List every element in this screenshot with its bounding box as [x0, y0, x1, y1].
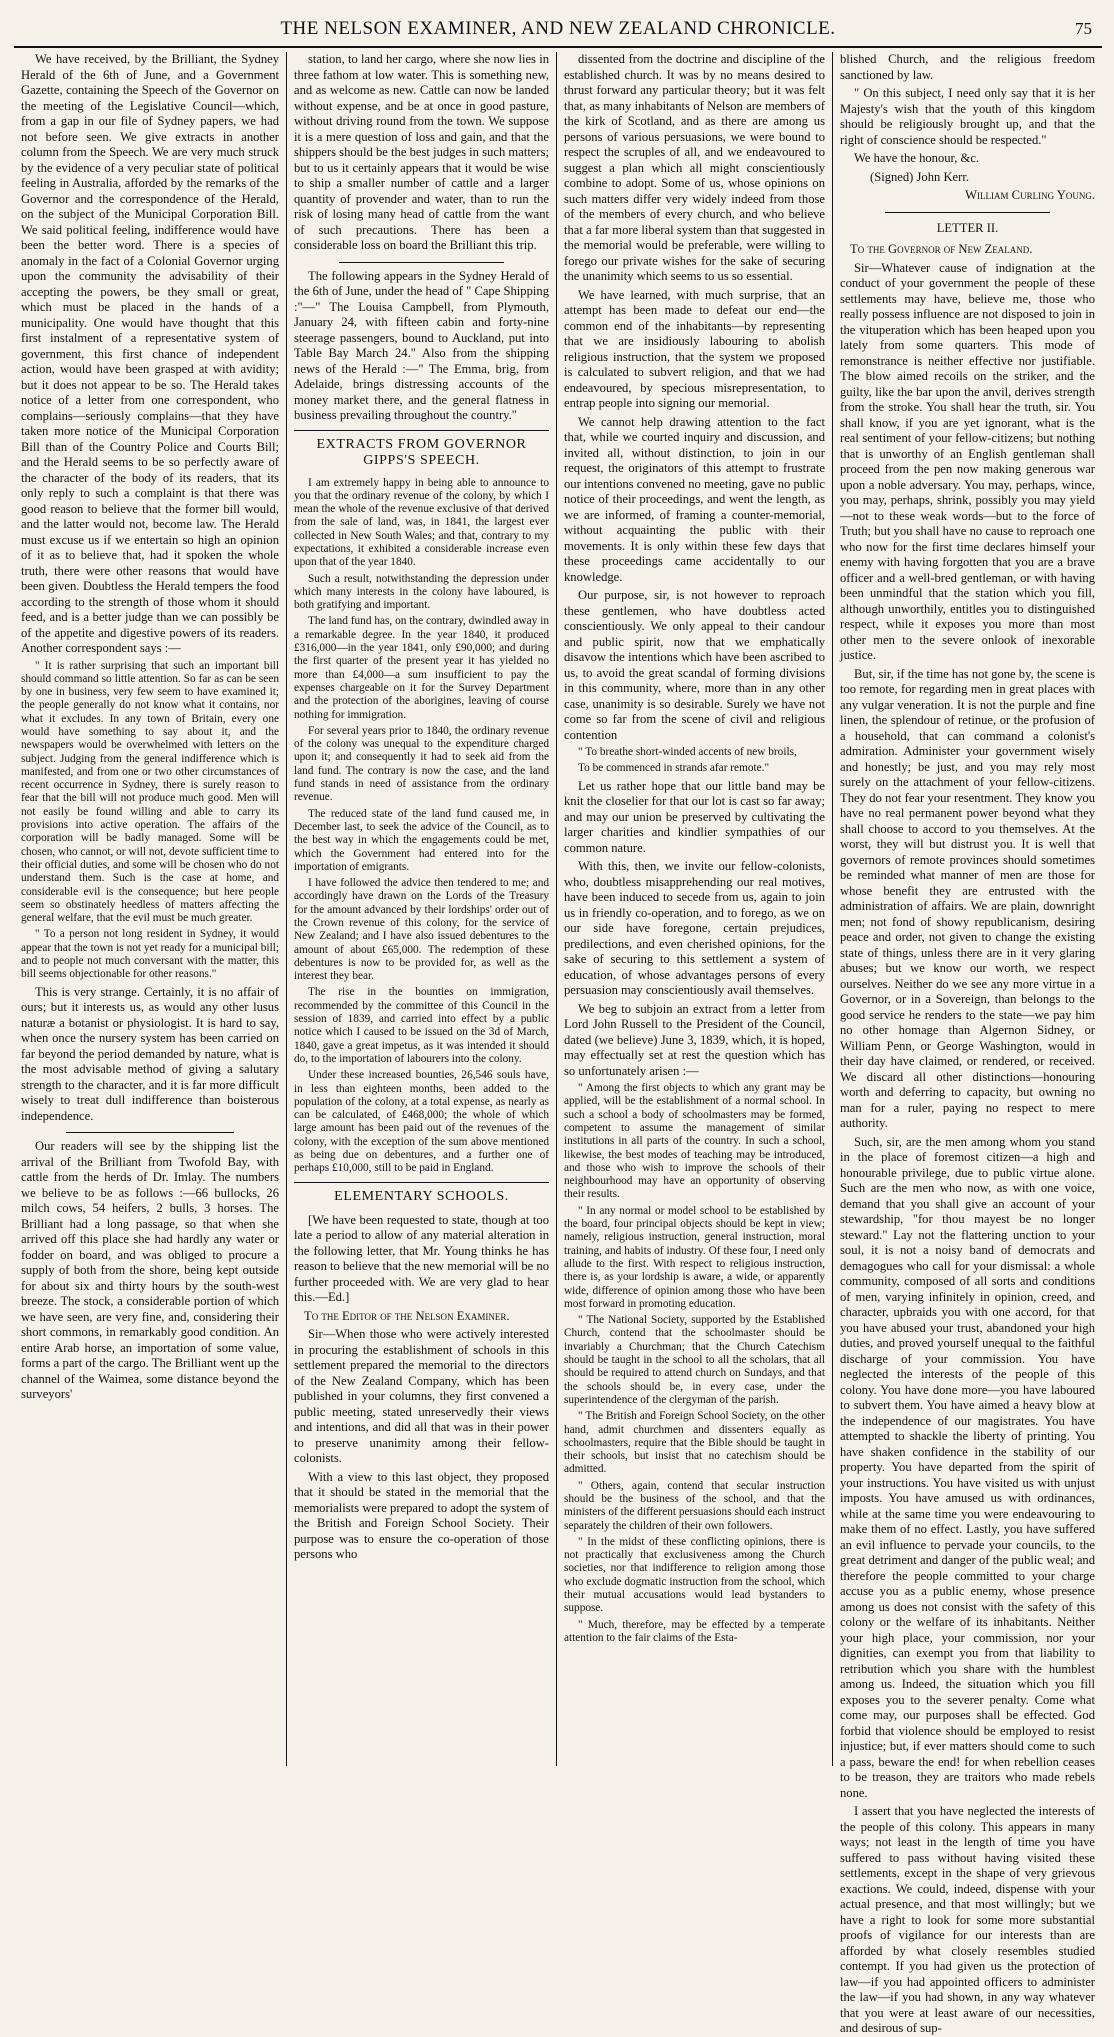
letter-paragraph: Sir—When those who were actively interested in procuring the establishment of schools in this settlement prepared the memorial to the directors of the New Zealand Company, which has been published in your columns, they first convened a public meeting, stated unreservedly their views and intentions, and did all that was in their power to preserve unanimity among their fellow-colonists. — [294, 1327, 549, 1466]
columns — [14, 52, 1102, 2035]
brilliant-article: Our readers will see by the shipping list the arrival of the Brilliant from Twofold Bay, with cattle from the herds of Dr. Imlay. The numbers we believe to be as follows :—66 bullocks, 26 milch cows, 54 heifers, 2 bulls, 3 horses. The Brilliant had a long passage, so that when she arrived off this place she had hardly any water or fodder on board, and was obliged to procure a supply of both from the shore, being kept outside for about six and thirty hours by the south-west breeze. The stock, a considerable portion of which we have seen, are very fine, and, considering their short commons, in remarkably good condition. An entire Arab horse, an importation of some value, forms a part of the cargo. The Brilliant went up the channel of the Waimea, some distance beyond the surveyors' — [21, 1139, 279, 1402]
brilliant-article-cont: station, to land her cargo, where she now lies in three fathom at low water. This is something new, and as welcome as new. Cattle can now be landed without expense, and be at once in good pasture, without driving round from the town. We suppose it is a mere question of loss and gain, and that the shippers should be the best judges in such matters; but to us it certainly appears that it would be wise to ship a smaller number of cattle and a larger quantity of provender and water, than to run the risk of losing many head of cattle from the want of such precautions. There has been a considerable loss on board the Brilliant this trip. — [294, 52, 549, 252]
letter-closing: We have the honour, &c. — [854, 151, 980, 165]
letter-paragraph: With this, then, we invite our fellow-colonists, who, doubtless misapprehending our real motives, have been induced to secede from us, again to join us in friendly co-operation, and to forego, as we on our side have foregone, certain prejudices, predilections, and even cherished opinions, for the sake of securing to this settlement a system of education, of whose advantages persons of every persuasion may conscientiously avail themselves. — [564, 859, 825, 998]
speech-paragraph: The reduced state of the land fund caused me, in December last, to seek the advice of the Council, as to the best way in which the engagements could be met, which the Government had entered into for the importation of emigrants. — [294, 807, 549, 873]
speech-paragraph: I am extremely happy in being able to announce to you that the ordinary revenue of the colony, by which I mean the whole of the revenue exclusive of that derived from the sale of land, was, in 1841, the largest ever collected in New South Wales; and that, contrary to my expectations, it exhibited a considerable increase even upon that of the year 1840. — [294, 476, 549, 569]
divider — [66, 1132, 234, 1133]
letter-paragraph: We cannot help drawing attention to the fact that, while we courted inquiry and discussion, and invited all, without distinction, to join in our request, the originators of this attempt to frustrate our intentions convened no meeting, gave no public notice of their proceedings, and went the length, as we are informed, of framing a counter-memorial, without acquainting the public with their movements. It is only within these few days that these proceedings came accidentally to our knowledge. — [564, 414, 825, 584]
letter-paragraph: Such, sir, are the men among whom you stand in the place of foremost citizen—a high and honourable privilege, due to public virtue alone. Such are the men who now, as with one voice, demand that you shall give an account of your stewardship, "for thou mayest be no longer steward." Lay not the flattering unction to your soul, it is not a noisy band of democrats and demagogues who call for your dismissal: a whole community, composed of all sorts and conditions of men, varying infinitely in opinion, creed, and character, upbraids you with one accord, for that you have abused your trust, abandoned your high duties, and proved yourself unequal to the faithful discharge of your commission. You have neglected the interests of the people of this colony. You have done more—you have laboured to subvert them. You have aimed a heavy blow at the independence of our magistrates. You have attempted to shackle the liberty of printing. You have shaken confidence in the stability of our property. You have departed from the spirit of your instructions. You have visited us with unjust imposts. You have amused us with ordinances, while at the same time you were endeavouring to make them of no effect. Lastly, you have suffered an evil influence to pervade your councils, to the great detriment and danger of the public weal; and therefore the people committed to your charge accuse you as a public enemy, whose presence among us does not consist with the safety of this colony or the welfare of its inhabitants. Neither your high place, your commission, nor your dignities, can exempt you from that liability to retribution which you share with the humblest among us. Indeed, the situation which you fill exposes you to the severer penalty. Come what come may, our purposes shall be effected. God forbid that violence should be employed to resist injustice; but, if ever matters should come to such a pass, beware the end! for when rebellion ceases to be treason, they are traitors who made rebels none. — [840, 1134, 1095, 1800]
letter-paragraph: With a view to this last object, they proposed that it should be stated in the memorial that the memorialists were prepared to adopt the system of the British and Foreign School Society. Their purpose was to ensure the co-operation of those persons who — [294, 1469, 549, 1562]
correspondent-quote — [21, 660, 279, 982]
extract-paragraph: " Others, again, contend that secular instruction should be the business of the school, and that the ministers of the different persuasions should each instruct separately the children of their own followers. — [564, 1479, 825, 1532]
letter-paragraph: We have learned, with much surprise, that an attempt has been made to defeat our end—the common end of the inhabitants—by representing that we are insidiously labouring to abolish religious instruction, that the system we proposed is calculated to subvert religion, and that we had endeavoured, by specious misrepresentation, to entrap people into signing our memorial. — [564, 287, 825, 410]
quote-paragraph: " To a person not long resident in Sydney, it would appear that the town is not yet ready for a municipal bill; and to people not much conversant with the matter, this bill seems objectionable for other reasons." — [21, 928, 279, 981]
column-4 — [832, 52, 1102, 2035]
letter-paragraph: We beg to subjoin an extract from a letter from Lord John Russell to the President of the Council, dated (we believe) June 3, 1839, which, it is hoped, may effectually set at rest the question which has so unfortunately arisen :— — [564, 1001, 825, 1078]
signature-young: William Curling Young. — [965, 188, 1095, 202]
letter-ii-heading: LETTER II. — [936, 220, 999, 235]
russell-extract — [564, 1082, 825, 1645]
letter-paragraph: Let us rather hope that our little band may be knit the closelier for that our lot is cast so far away; and may our union be preserved by cultivating the larger charities and kindlier sympathies of our common nature. — [564, 778, 825, 855]
speech-paragraph: I have followed the advice then tendered to me; and accordingly have drawn on the Lords of the Treasury for the amount advanced by their lordships' order out of the Crown revenue of this colony, for the service of New Zealand; and I have also issued debentures to the amount of about £65,000. The redemption of these debentures is now to be provided for, as well as the interest they bear. — [294, 877, 549, 983]
divider — [339, 262, 505, 263]
gipps-speech — [294, 477, 549, 1176]
signature-kerr: (Signed) John Kerr. — [870, 169, 969, 184]
gipps-heading: EXTRACTS FROM GOVERNOR GIPPS'S SPEECH. — [316, 436, 527, 468]
column-3 — [556, 52, 832, 1766]
to-editor: To the Editor of the Nelson Examiner. — [304, 1308, 510, 1323]
masthead-rule — [14, 46, 1102, 48]
extract-paragraph: " Among the first objects to which any grant may be applied, will be the establishment of a normal school. In such a school a body of schoolmasters may be formed, competent to assume the management of similar institutions in all parts of the country. In such a school, likewise, the best modes of teaching may be introduced, and those who wish to improve the schools of their neighbourhood may have an opportunity of observing their results. — [564, 1082, 825, 1201]
extract-paragraph: " Much, therefore, may be effected by a temperate attention to the fair claims of the Esta- — [564, 1618, 825, 1644]
speech-paragraph: Such a result, notwithstanding the depression under which many interests in the colony have laboured, is both gratifying and important. — [294, 572, 549, 612]
extract-paragraph: " In any normal or model school to be established by the board, four principal objects should be kept in view; namely, religious instruction, general instruction, moral training, and habits of industry. Of these four, I need only allude to the first. With respect to religious instruction, there is, as your lordship is aware, a wide, or apparently wide, difference of opinion among those who have been most forward in promoting education. — [564, 1204, 825, 1310]
schools-heading: ELEMENTARY SCHOOLS. — [334, 1188, 509, 1204]
page-number: 75 — [1075, 19, 1092, 38]
letter-paragraph: I assert that you have neglected the interests of the people of this colony. This appears in many ways; not least in the length of time you have suffered to pass without having visited these settlements, except in the shape of very grievous exactions. We could, indeed, dispense with your actual presence, and that most willingly; but we have a right to look for some more substantial proofs of vigilance for our interests than are afforded by what closely resembles studied contempt. If you had given us the protection of law—if you had appointed officers to administer the law—if you had shown, in any way whatever that you were at least aware of our necessities, and desirous of sup- — [840, 1804, 1095, 2035]
to-governor: To the Governor of New Zealand. — [850, 242, 1033, 256]
speech-paragraph: The land fund has, on the contrary, dwindled away in a remarkable degree. In the year 1840, it produced £316,000—in the year 1841, only £90,000; and during the first quarter of the present year it has yielded no more than £4,000—a sum insufficient to pay the expenses chargeable on it for the Survey Department and the protection of the aborigines, leaving of course nothing for immigration. — [294, 615, 549, 721]
verse-line: To be commenced in strands afar remote." — [578, 762, 770, 775]
speech-paragraph: The rise in the bounties on immigration, recommended by the committee of this Council in the session of 1839, and carried into effect by a public notice which I caused to be issued on the 3d of March, 1840, gave a great impetus, as it was intended it should do, to the importation of labourers into the colony. — [294, 986, 549, 1065]
quote-paragraph: " It is rather surprising that such an important bill should command so little attention. So far as can be seen by one in business, very few seem to have examined it; the people generally do not know what it contains, nor what it excludes. In any town of Britain, every one would have something to say about it, and the newspapers would be overwhelmed with letters on the subject. Judging from the general indifference which is manifested, and from one or two other circumstances of recent occurrence in Sydney, there is surely reason to fear that the bill will not produce much good. Men will not easily be found willing and able to carry its provisions into active operation. The affairs of the corporation will be badly managed. Some will be chosen, who cannot, or will not, devote sufficient time to their official duties, and some will be chosen who do not understand them. Such is the case at home, and considerable evil is the consequence; but here people seem so obstinately heedless of matters affecting the general welfare, that the evil must be much greater. — [21, 659, 279, 925]
editorial-paragraph: We have received, by the Brilliant, the Sydney Herald of the 6th of June, and a Government Gazette, containing the Speech of the Governor on the meeting of the Legislative Council—which, from a gap in our file of Sydney papers, we had not before seen. We give extracts in another column from the Speech. We are very much struck by the evidence of a very peculiar state of political feeling in Australia, afforded by the remarks of the Governor and the correspondence of the Herald, on the subject of the Municipal Corporation Bill. We said political feeling, indifference would have been the better word. There is a species of anomaly in the fact of a Colonial Governor urging upon the community the advisability of their accepting the powers, be they small or great, which must be placed in the hands of a municipality. One would have thought that this first instalment of a representative system of government, this first chance of independent action, would have been grasped at with avidity; but it does not appear to be so. The Herald takes notice of a letter from one correspondent, who complains—seriously complains—that they have taken more notice of the Municipal Corporation Bill than of the Country Police and Courts Bill; and the Herald seems to be so perfectly aware of the character of the body of its readers, that its only reply to such a complaint is that there was good reason to believe that the former bill would, and the latter would not, become law. The Herald must excuse us if we entertain so high an opinion of it as to believe that, had it spoken the whole truth, there were other reasons that would have been given. Doubtless the Herald tempers the food according to the strength of those whom it should feed, and is a better judge than we can possibly be of the appetite and digestive powers of its readers. Another correspondent says :— — [21, 52, 279, 655]
extract-paragraph: " In the midst of these conflicting opinions, there is not practically that exclusiveness among the Church societies, nor that indifference to religion among those who exclude dogmatic instruction from the school, which their mutual accusations would lead bystanders to suppose. — [564, 1535, 825, 1615]
divider — [885, 212, 1051, 213]
letter-paragraph: But, sir, if the time has not gone by, the scene is too remote, for regarding men in great places with any vulgar veneration. It is not the purple and fine linen, the splendour of retinue, or the profusion of a household, that can command a colonist's admiration. Administer your government wisely and honestly; be just, and you may rely most surely on the attachment of your fellow-citizens. They do not fear your resentment. They know you have no real permanent power beyond what they shall choose to accord to you themselves. At the worst, they will but distrust you. It is well that governors of remote provinces should sometimes be reminded what manner of men are those for whose benefit they are entrusted with the administration of affairs. We are plain, downright men; not fond of showy republicanism, desiring peace and order, not given to change the existing state of things, unless there are in it very glaring abuses; but we know our worth, we respect ourselves. Neither do we see any more virtue in a Governor, or in a Sovereign, than belongs to the good service he renders to the state—we pay him no other homage than Algernon Sidney, or William Penn, or George Washington, would in their day have claimed, or rendered, or received. We discard all other distinctions—honouring worth and deferring to capacity, but owning no man for a ruler, paying no respect to mere authority. — [840, 666, 1095, 1130]
editor-note: [We have been requested to state, though at too late a period to allow of any material alteration in the following letter, that Mr. Young thinks he has reason to believe that the new memorial will be no further proceeded with. We are very glad to hear this.—Ed.] — [294, 1212, 549, 1305]
letter-paragraph: dissented from the doctrine and discipline of the established church. It was by no means desired to thrust forward any particular theory; but it was felt that, as many inhabitants of Nelson are members of the kirk of Scotland, and as there are among us persons of various persuasions, we were bound to respect the scruples of all, and we endeavoured to suggest a plan which all might conscientiously combine to adopt. Some of us, whose opinions on such matters differ very widely indeed from those of the members of every church, and who believe that a far more liberal system than that suggested in the memorial would be preferable, were willing to forego our private wishes for the sake of securing the unanimity which seems to us so essential. — [564, 52, 825, 283]
extract-paragraph: " The National Society, supported by the Established Church, contend that the schoolmaster should be invariably a Churchman; that the Church Catechism should be taught in the school to all the scholars, that all should be required to attend church on Sundays, and that the schools should be, in every case, under the superintendence of the clergyman of the parish. — [564, 1314, 825, 1406]
extract-paragraph: " The British and Foreign School Society, on the other hand, admit churchmen and dissenters equally as schoolmasters, require that the Bible should be taught in their schools, but insist that no catechism should be admitted. — [564, 1410, 825, 1476]
letter-paragraph: Sir—Whatever cause of indignation at the conduct of your government the people of these settlements may have, believe me, those who really possess influence are not disposed to join in the vituperation which has been heaped upon you lately from some quarters. This mode of remonstrance is neither effective nor justifiable. The blow aimed recoils on the striker, and the guilty, like the bar upon the anvil, derives strength from the stroke. You shall hear the truth, sir. You shall know, if you are yet ignorant, what is the real sentiment of your fellow-citizens; but nothing that is unworthy of an English gentleman shall proceed from the pen now making generous war upon a noble adversary. You may, perhaps, wince, you may, perhaps, shrink, possibly you may yield—not to these weak words—but to the force of Truth; but you shall have no cause to reproach one who now for the first time declares himself your enemy with having forgotten that you are a brave officer and a well-bred gentleman, or with having been unmindful that the station which you fill, although unworthily, entitles you to distinguished respect, while it exposes you more than most other men to the severe onlook of inexorable justice. — [840, 260, 1095, 662]
masthead — [14, 14, 1102, 44]
divider — [294, 1182, 549, 1183]
divider — [294, 430, 549, 431]
speech-paragraph: Under these increased bounties, 26,546 souls have, in less than eighteen months, been added to the population of the colony, at a total expense, as nearly as can be calculated, of £468,000; the whole of which large amount has been paid out of the revenues of the colony, with the exception of the sum above mentioned as being due on debentures, and a further one of perhaps £10,000, still to be paid in England. — [294, 1069, 549, 1175]
extract-paragraph: " On this subject, I need only say that it is her Majesty's wish that the youth of this kingdom should be religiously brought up, and that the right of conscience should be respected." — [840, 86, 1095, 147]
speech-paragraph: For several years prior to 1840, the ordinary revenue of the colony was unequal to the expenditure charged upon it; and consequently it had to seek aid from the land fund. The contrary is now the case, and the land fund stands in need of assistance from the ordinary revenue. — [294, 724, 549, 804]
extract-paragraph: blished Church, and the religious freedom sanctioned by law. — [840, 52, 1095, 82]
newspaper-title: THE NELSON EXAMINER, AND NEW ZEALAND CHRONICLE. — [280, 18, 836, 39]
column-2 — [286, 52, 556, 1766]
column-1 — [14, 52, 286, 1766]
verse-line: " To breathe short-winded accents of new broils, — [578, 746, 797, 758]
letter-paragraph: Our purpose, sir, is not however to reproach these gentlemen, who have doubtless acted conscientiously. We only appeal to their candour and public spirit, now that we emphatically disavow the intentions which have been ascribed to us, to avoid the great scandal of forming divisions in this community, where, more than in any other case, unanimity is so desirable. Surely we have not come so far from the scene of civil and religious contention — [564, 588, 825, 742]
editorial-paragraph: This is very strange. Certainly, it is no affair of ours; but it interests us, as would any other lusus naturæ a botanist or physiologist. It is hard to say, when once the nursery system has been carried on far beyond the period demanded by nature, what is the most advisable method of giving a salutary strength to the character, and it is far more difficult wisely to treat dull indifference than boisterous independence. — [21, 984, 279, 1123]
verse-quote — [564, 746, 825, 776]
sydney-herald-article: The following appears in the Sydney Herald of the 6th of June, under the head of " Cape Shipping :"—" The Louisa Campbell, from Plymouth, January 24, with fifteen cabin and forty-nine steerage passengers, bound to Auckland, put into Table Bay March 24." Also from the shipping news of the Herald :—" The Emma, brig, from Adelaide, brings distressing accounts of the money market there, and the general flatness in business prevailing throughout the country." — [294, 268, 549, 422]
